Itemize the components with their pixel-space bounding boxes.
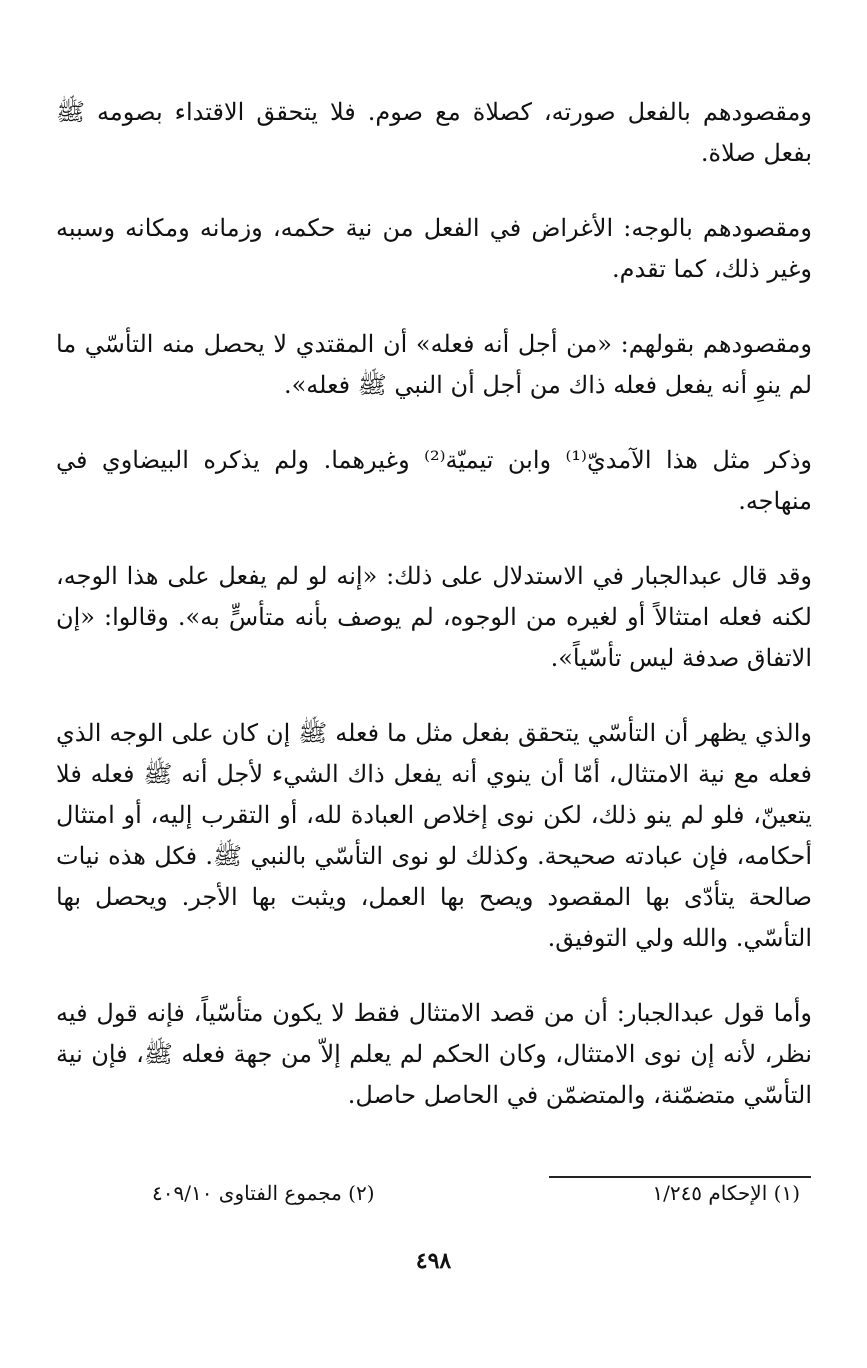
paragraph-6: والذي يظهر أن التأسّي يتحقق بفعل مثل ما فعله ﷺ إن كان على الوجه الذي فعله مع نية الامتثال، أمّا أن ينوي أنه يفعل ذاك الشيء لأجل أنه ﷺ فعله فلا يتعينّ، فلو لم ينو ذلك، لكن نوى إخلاص العبادة لله، أو التقرب إليه، أو امتثال أحكامه، فإن عبادته صحيحة. وكذلك لو نوى التأسّي بالنبي ﷺ. فكل هذه نيات صالحة يتأدّى بها المقصود ويصح بها العمل، ويثبت بها الأجر. ويحصل بها التأسّي. والله ولي التوفيق. [56, 719, 812, 952]
paragraph-3: ومقصودهم بقولهم: «من أجل أنه فعله» أن المقتدي لا يحصل منه التأسّي ما لم ينوِ أنه يفعل فعله ذاك من أجل أن النبي ﷺ فعله». [56, 330, 812, 399]
paragraph-5: وقد قال عبدالجبار في الاستدلال على ذلك: «إنه لو لم يفعل على هذا الوجه، لكنه فعله امتثالاً أو لغيره من الوجوه، لم يوصف بأنه متأسٍّ به». وقالوا: «إن الاتفاق صدفة ليس تأسّياً». [56, 562, 813, 672]
page-number: ٤٩٨ [415, 1248, 452, 1274]
paragraph-2: ومقصودهم بالوجه: الأغراض في الفعل من نية حكمه، وزمانه ومكانه وسببه وغير ذلك، كما تقدم. [56, 214, 812, 283]
main-text [56, 92, 812, 1150]
footnote-1: (١) الإحكام ١/٢٤٥ [652, 1181, 800, 1205]
footnote-2: (٢) مجموع الفتاوى ٤٠٩/١٠ [152, 1181, 375, 1205]
paragraph-1: ومقصودهم بالفعل صورته، كصلاة مع صوم. فلا يتحقق الاقتداء بصومه ﷺ بفعل صلاة. [56, 98, 812, 167]
paragraph-7: وأما قول عبدالجبار: أن من قصد الامتثال فقط لا يكون متأسّياً، فإنه قول فيه نظر، لأنه إن نوى الامتثال، وكان الحكم لم يعلم إلاّ من جهة فعله ﷺ، فإن نية التأسّي متضمّنة، والمتضمّن في الحاصل حاصل. [56, 999, 812, 1109]
footnotes [56, 1178, 812, 1208]
paragraph-4: وذكر مثل هذا الآمديّ⁽¹⁾ وابن تيميّة⁽²⁾ وغيرهما. ولم يذكره البيضاوي في منهاجه. [56, 446, 812, 515]
